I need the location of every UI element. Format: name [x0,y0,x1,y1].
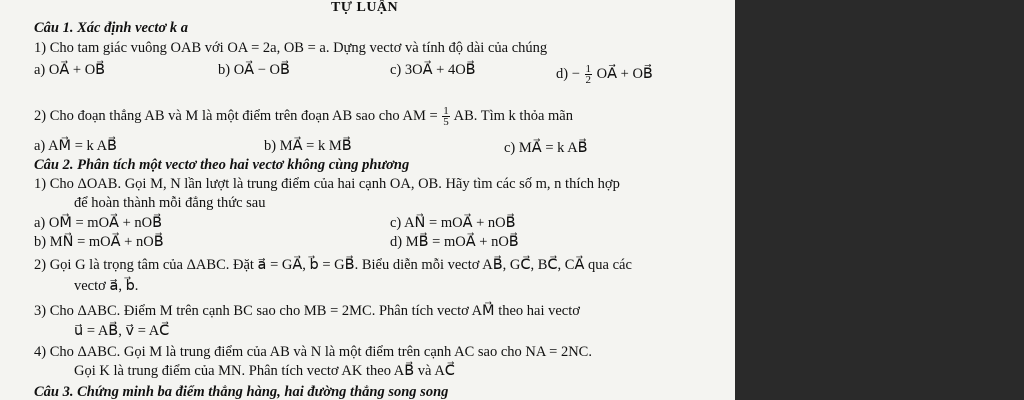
cau2-q3-line1: 3) Cho ΔABC. Điểm M trên cạnh BC sao cho MB = 2MC. Phân tích vectơ AM⃗ theo hai vectơ [34,303,580,319]
cau2-q1-option-b: b) MN⃗ = mOA⃗ + nOB⃗ [34,234,164,250]
fraction-denominator: 5 [443,116,449,128]
option-d-prefix: d) − [556,65,580,82]
cau2-q1-option-d: d) MB⃗ = mOA⃗ + nOB⃗ [390,234,519,250]
cau1-heading: Câu 1. Xác định vectơ k a⃗ [34,20,200,36]
fraction [585,64,593,85]
cau2-q2-line1: 2) Gọi G là trọng tâm của ΔABC. Đặt a⃗ = GA⃗, b⃗ = GB⃗. Biểu diễn mỗi vectơ AB⃗, GC⃗, BC⃗, CA⃗ qua các [34,257,632,273]
cau2-q4-line2: Gọi K là trung điểm của MN. Phân tích vectơ AK theo AB⃗ và AC⃗ [74,363,455,379]
cau2-q4-line1: 4) Cho ΔABC. Gọi M là trung điểm của AB và N là một điểm trên cạnh AC sao cho NA = 2NC. [34,344,592,360]
cau1-q2-option-c: c) MA⃗ = k AB⃗ [504,140,588,156]
cau2-q1-option-c: c) AN⃗ = mOA⃗ + nOB⃗ [390,215,516,231]
cau1-q1-option-c: c) 3OA⃗ + 4OB⃗ [390,62,476,78]
cau2-q1-option-a: a) OM⃗ = mOA⃗ + nOB⃗ [34,215,163,231]
dark-background-panel [735,0,1024,400]
cau2-heading: Câu 2. Phân tích một vectơ theo hai vectơ không cùng phương [34,157,410,173]
fraction [442,106,450,127]
cau1-q2-prefix: 2) Cho đoạn thẳng AB và M là một điểm trên đoạn AB sao cho AM = [34,107,438,124]
cau1-q2-option-b: b) MA⃗ = k MB⃗ [264,138,352,154]
section-title: TỰ LUẬN [331,0,399,15]
cau2-q1-line2: để hoàn thành mỗi đẳng thức sau [74,195,266,211]
cau1-q2 [34,106,573,127]
cau2-q1-line1: 1) Cho ΔOAB. Gọi M, N lần lượt là trung điểm của hai cạnh OA, OB. Hãy tìm các số m, n thích hợp [34,176,620,192]
cau1-q2-suffix: AB. Tìm k thỏa mãn [453,107,573,124]
cau1-q2-option-a: a) AM⃗ = k AB⃗ [34,138,117,154]
cau2-q2-line2: vectơ a⃗, b⃗. [74,278,139,294]
fraction-numerator: 1 [443,105,449,117]
option-d-suffix: OA⃗ + OB⃗ [596,65,653,82]
fraction-denominator: 2 [585,74,592,86]
cau2-q3-line2: u⃗ = AB⃗, v⃗ = AC⃗ [74,323,170,339]
cau3-heading: Câu 3. Chứng minh ba điểm thẳng hàng, hai đường thẳng song song [34,384,449,400]
cau1-q1: 1) Cho tam giác vuông OAB với OA = 2a, OB = a. Dựng vectơ và tính độ dài của chúng [34,40,548,56]
fraction-numerator: 1 [585,63,592,75]
cau1-q1-option-a: a) OA⃗ + OB⃗ [34,62,106,78]
cau1-q1-option-b: b) OA⃗ − OB⃗ [218,62,290,78]
cau1-q1-option-d [556,64,653,85]
